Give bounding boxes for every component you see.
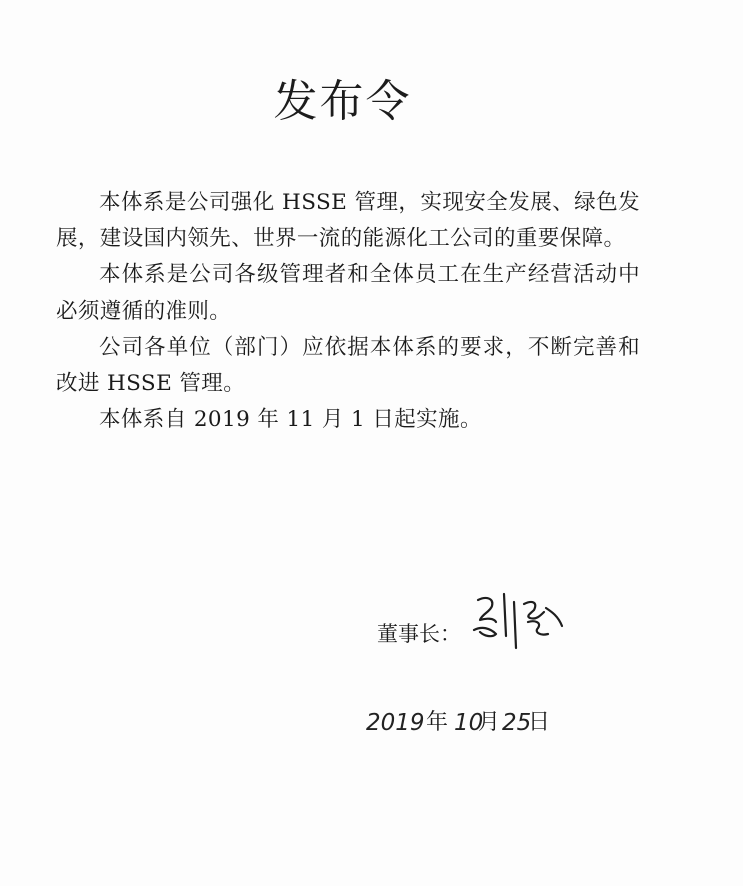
date-day-unit: 日	[528, 710, 551, 735]
paragraph-4: 本体系自 2019 年 11 月 1 日起实施。	[99, 407, 482, 433]
date-year-unit: 年	[426, 710, 449, 735]
signing-date	[366, 700, 566, 748]
date-year: 2019	[366, 710, 425, 736]
document-title: 发布令	[273, 76, 412, 127]
document-body	[56, 185, 640, 438]
date-day: 25	[502, 710, 532, 736]
date-month: 10	[454, 710, 484, 736]
signatory-label: 董事长：	[377, 622, 461, 646]
paragraph-1: 本体系是公司强化 HSSE 管理，实现安全发展、绿色发展，建设国内领先、世界一流的能源化工公司的重要保障。	[56, 190, 640, 252]
date-month-unit: 月	[478, 710, 501, 735]
signature-drawing	[468, 586, 572, 658]
paragraph-2: 本体系是公司各级管理者和全体员工在生产经营活动中必须遵循的准则。	[56, 262, 640, 324]
handwritten-signature	[468, 586, 572, 658]
paragraph-3: 公司各单位（部门）应依据本体系的要求，不断完善和改进 HSSE 管理。	[56, 334, 640, 397]
